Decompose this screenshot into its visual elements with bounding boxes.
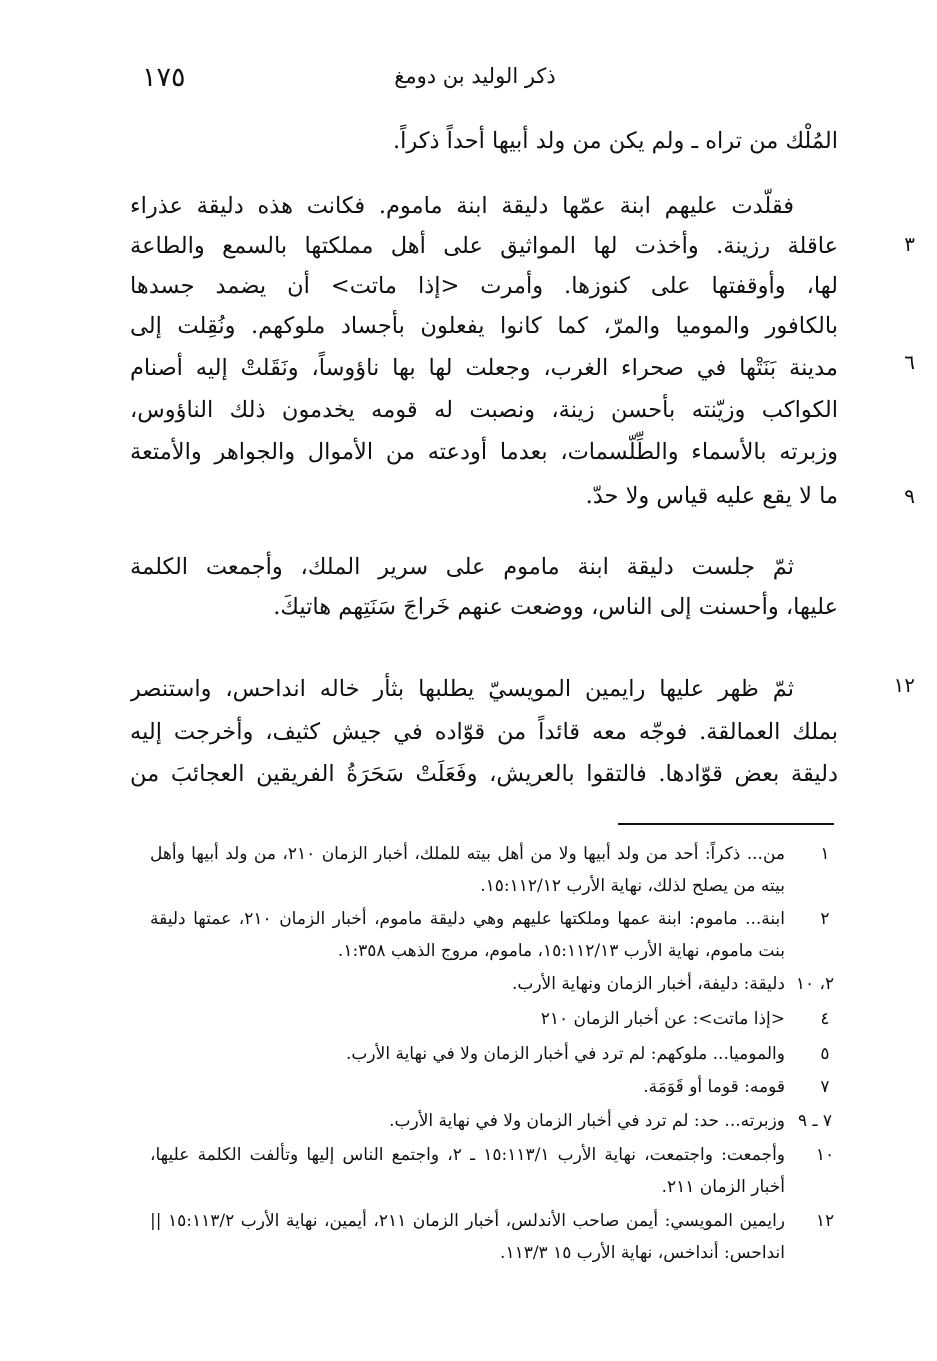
footnote-number: ٢	[820, 909, 830, 929]
text-line: دليقة بعض قوّادها. فالتقوا بالعريش، وفَعَلَتْ سَحَرَةُ الفريقين العجائبَ من	[130, 761, 838, 787]
footnote-number: ٥	[820, 1044, 830, 1064]
footnote	[150, 838, 840, 902]
line-number: ٣	[904, 232, 915, 256]
footnote	[150, 1205, 840, 1269]
text-line: فقلّدت عليهم ابنة عمّها دليقة ابنة ماموم. فكانت هذه دليقة عذراء	[130, 193, 794, 219]
text-line: المُلْك من تراه ـ ولم يكن من ولد أبيها أحداً ذكراً.	[392, 128, 838, 154]
footnote-text: ابنة... ماموم: ابنة عمها وملكتها عليهم وهي دليقة ماموم، أخبار الزمان ٢١٠، عمتها دليقة بنت ماموم، نهاية الأرب ١٥:١١٢/١٣، ماموم، مروج الذهب ١:٣٥٨.	[150, 909, 785, 961]
footnote	[150, 1038, 840, 1070]
text-line: ثمّ جلست دليقة ابنة ماموم على سرير الملك، وأجمعت الكلمة	[130, 554, 794, 580]
text-line: وزبرته بالأسماء والطِّلّسمات، بعدما أودعته من الأموال والجواهر والأمتعة	[130, 439, 838, 465]
footnote-number: ١٢	[815, 1211, 835, 1231]
text-line: عاقلة رزينة. وأخذت لها المواثيق على أهل مملكتها بالسمع والطاعة	[130, 233, 838, 259]
line-number: ٩	[904, 484, 915, 508]
page-number: ١٧٥	[142, 62, 186, 93]
text-line: عليها، وأحسنت إلى الناس، ووضعت عنهم خَراجَ سَنَتِهم هاتيكَ.	[273, 594, 838, 620]
footnote	[150, 1003, 840, 1035]
footnote-text: <إذا ماتت>: عن أخبار الزمان ٢١٠	[540, 1009, 785, 1029]
footnote	[150, 968, 840, 1000]
line-number: ٦	[904, 350, 915, 374]
text-line: لها، وأوقفتها على كنوزها. وأمرت <إذا ماتت> أن يضمد جسدها	[130, 273, 838, 299]
text-line: ما لا يقع عليه قياس ولا حدّ.	[585, 483, 838, 509]
footnote	[150, 1139, 840, 1203]
text-line: ثمّ ظهر عليها رايمين المويسيّ يطلبها بثأر خاله انداحس، واستنصر	[130, 676, 794, 702]
text-line: بالكافور والموميا والمرّ، كما كانوا يفعلون بأجساد ملوكهم. ونُقِلت إلى	[130, 313, 838, 339]
text-line: بملك العمالقة. فوجّه معه قائداً من قوّاده في جيش كثيف، وأخرجت إليه	[130, 719, 838, 745]
running-head: ذكر الوليد بن دومغ	[394, 64, 556, 88]
text-line: مدينة بَنَتْها في صحراء الغرب، وجعلت لها بها ناؤوساً، ونَقَلتْ إليه أصنام	[130, 355, 838, 381]
footnote-number: ٧ ـ ٩	[797, 1111, 833, 1131]
footnote-number: ١	[820, 844, 830, 864]
footnote-number: ٤	[820, 1009, 830, 1029]
footnote-number: ٧	[820, 1077, 830, 1097]
line-number: ١٢	[893, 673, 915, 697]
footnote-rule	[618, 823, 834, 825]
footnote-text: والموميا... ملوكهم: لم ترد في أخبار الزمان ولا في نهاية الأرب.	[346, 1044, 785, 1064]
footnote-number: ١٠	[815, 1145, 835, 1165]
footnote-text: قومه: قوما أو قَوَمَة.	[643, 1077, 785, 1097]
footnote-text: وزبرته... حد: لم ترد في أخبار الزمان ولا في نهاية الأرب.	[389, 1111, 785, 1131]
footnote-number: ٢، ١٠	[795, 974, 835, 994]
text-line: الكواكب وزيّنته بأحسن زينة، ونصبت له قومه يخدمون ذلك الناؤوس،	[130, 397, 838, 423]
footnote-text: وأجمعت: واجتمعت، نهاية الأرب ١٥:١١٣/١ ـ ٢، واجتمع الناس إليها وتألفت الكلمة عليها، أخبار الزمان ٢١١.	[150, 1145, 786, 1197]
footnote	[150, 903, 840, 967]
footnote-text: دليقة: دليفة، أخبار الزمان ونهاية الأرب.	[511, 974, 785, 994]
footnote	[150, 1071, 840, 1103]
footnote	[150, 1105, 840, 1137]
footnote-text: رايمين المويسي: أيمن صاحب الأندلس، أخبار الزمان ٢١١، أيمين، نهاية الأرب ١٥:١١٣/٢ || انداحس: أنداخس، نهاية الأرب ١٥ ١١٣/٣.	[150, 1211, 786, 1263]
footnote-text: من... ذكراً: أحد من ولد أبيها ولا من أهل بيته للملك، أخبار الزمان ٢١٠، من ولد أبيها وأهل بيته من يصلح لذلك، نهاية الأرب ١٥:١١٢/١٢.	[150, 844, 785, 896]
